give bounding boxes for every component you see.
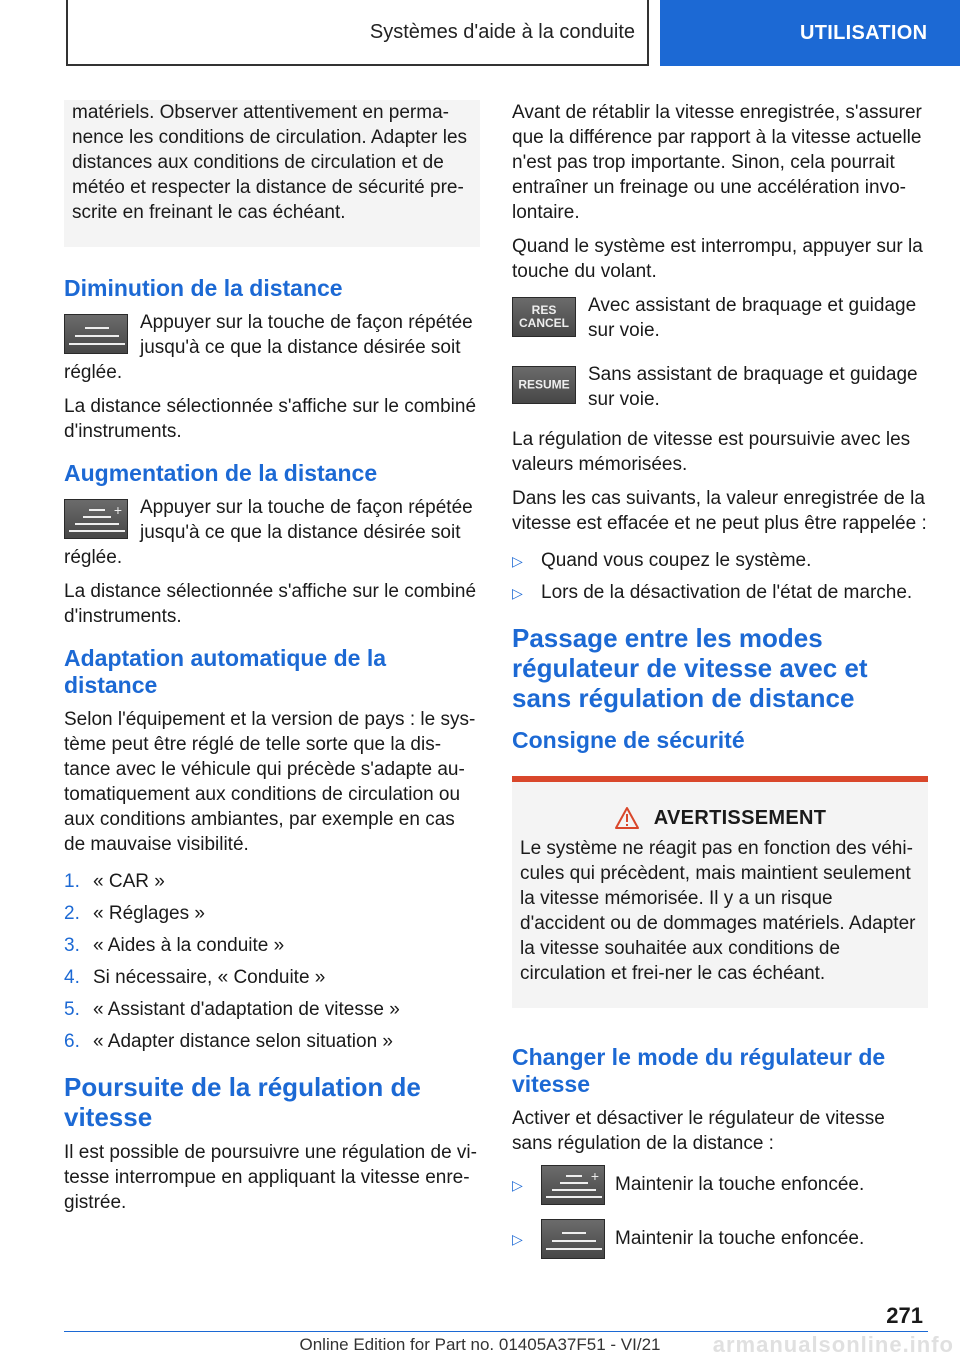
right-column — [512, 100, 928, 1273]
list-item: 1. « CAR » — [64, 871, 165, 892]
auto-adaptation-text: Selon l'équipement et la version de pays : le sys-tème peut être réglé de telle sorte que la dis-tance avec le véhicule qui précède s'adapte au-tomatiquement aux conditions de circulation ou aux conditions ambiantes, par exemple en cas de mauvaise visibilité. — [64, 709, 476, 855]
decrease-result: La distance sélectionnée s'affiche sur le combiné d'instruments. — [64, 396, 477, 442]
list-item: 3. « Aides à la conduite » — [64, 935, 285, 956]
decrease-distance-row — [64, 310, 480, 394]
res-cancel-label: RES CANCEL — [519, 303, 569, 330]
plus-icon: + — [113, 502, 122, 518]
list-item: 6. « Adapter distance selon situation » — [64, 1031, 393, 1052]
header-chapter-title: UTILISATION — [800, 21, 928, 44]
left-column — [64, 100, 480, 1224]
warning-triangle-icon — [614, 806, 640, 830]
resume-button-icon — [512, 366, 576, 404]
header-chapter-tab — [660, 0, 960, 66]
warning-box — [512, 776, 928, 1008]
header-section-tab — [66, 0, 649, 66]
hold-text: Maintenir la touche enfoncée. — [615, 1174, 865, 1195]
resume-warning-text: Avant de rétablir la vitesse enregistrée, s'assurer que la différence par rapport à la vitesse actuelle n'est pas trop importante. Sinon, cela pourrait entraîner un freinage ou une accélération invo-lontaire. — [512, 102, 922, 223]
res-cancel-button-icon — [512, 297, 576, 337]
increase-instruction: Appuyer sur la touche de façon répétée jusqu'à ce que la distance désirée soit réglée. — [64, 497, 473, 568]
resume-label: RESUME — [518, 377, 570, 392]
decrease-distance-heading: Diminution de la distance — [64, 275, 343, 301]
triangle-bullet-icon: ▷ — [512, 1230, 523, 1247]
erase-cases-list — [512, 545, 928, 609]
distance-increase-button-icon — [64, 499, 128, 539]
warning-text: Le système ne réagit pas en fonction des véhi-cules qui précèdent, mais maintient seulement la vitesse mémorisée. Il y a un risque d'accident ou de dommages matériels. Adapter la vitesse souhaitée aux conditions de circulation et frei-ner le cas échéant. — [520, 838, 916, 984]
increase-distance-heading: Augmentation de la distance — [64, 460, 378, 486]
list-item: ▷ Lors de la désactivation de l'état de marche. — [512, 577, 928, 609]
change-mode-text: Activer et désactiver le régulateur de vitesse sans régulation de la distance : — [512, 1108, 885, 1154]
resume-heading: Poursuite de la régulation de vitesse — [64, 1072, 421, 1132]
triangle-bullet-icon: ▷ — [512, 553, 523, 569]
switch-modes-heading: Passage entre les modes régulateur de vitesse avec et sans régulation de distance — [512, 623, 868, 713]
memorized-values-text: La régulation de vitesse est poursuivie avec les valeurs mémorisées. — [512, 429, 911, 475]
warning-title: AVERTISSEMENT — [520, 806, 920, 830]
resume-button-row — [512, 362, 928, 421]
footer-edition: Online Edition for Part no. 01405A37F51 - VI/21 — [299, 1335, 661, 1354]
res-cancel-text: Avec assistant de braquage et guidage sur voie. — [588, 295, 917, 341]
change-mode-heading: Changer le mode du régulateur de vitesse — [512, 1044, 886, 1097]
hold-text: Maintenir la touche enfoncée. — [615, 1228, 865, 1249]
interrupted-text: Quand le système est interrompu, appuyer sur la touche du volant. — [512, 236, 923, 282]
list-item: ▷ Quand vous coupez le système. — [512, 545, 928, 577]
distance-increase-button-icon — [541, 1165, 605, 1205]
triangle-bullet-icon: ▷ — [512, 1176, 523, 1193]
header-section-title: Systèmes d'aide à la conduite — [369, 20, 635, 43]
footer-watermark: armanualsonline.info — [712, 1332, 954, 1357]
list-item — [512, 1219, 928, 1259]
hold-button-list — [512, 1165, 928, 1259]
safety-heading: Consigne de sécurité — [512, 727, 745, 753]
plus-icon: + — [590, 1168, 599, 1184]
list-item: 2. « Réglages » — [64, 903, 205, 924]
resume-button-text: Sans assistant de braquage et guidage sur voie. — [588, 364, 918, 410]
res-cancel-row — [512, 293, 928, 352]
distance-decrease-button-icon — [541, 1219, 605, 1259]
triangle-bullet-icon: ▷ — [512, 585, 523, 601]
note-continuation: matériels. Observer attentivement en perma-nence les conditions de circulation. Adapter les distances aux conditions de circulation et de météo et respecter la distance de sécurité pre-scrite en freinant le cas échéant. — [72, 102, 468, 223]
page-number: 271 — [886, 1303, 923, 1328]
resume-text: Il est possible de poursuivre une régulation de vi-tesse interrompue en appliquant la vitesse enre-gistrée. — [64, 1142, 477, 1213]
decrease-instruction: Appuyer sur la touche de façon répétée jusqu'à ce que la distance désirée soit réglée. — [64, 312, 473, 383]
list-item: 5. « Assistant d'adaptation de vitesse » — [64, 999, 400, 1020]
auto-steps-list — [64, 866, 480, 1058]
list-item — [512, 1165, 928, 1205]
increase-distance-row — [64, 495, 480, 579]
list-item: 4. Si nécessaire, « Conduite » — [64, 967, 326, 988]
note-box — [64, 100, 480, 247]
distance-decrease-button-icon — [64, 314, 128, 354]
auto-adaptation-heading: Adaptation automatique de la distance — [64, 645, 387, 698]
increase-result: La distance sélectionnée s'affiche sur le combiné d'instruments. — [64, 581, 477, 627]
erase-cases-text: Dans les cas suivants, la valeur enregistrée de la vitesse est effacée et ne peut plus être rappelée : — [512, 488, 927, 534]
